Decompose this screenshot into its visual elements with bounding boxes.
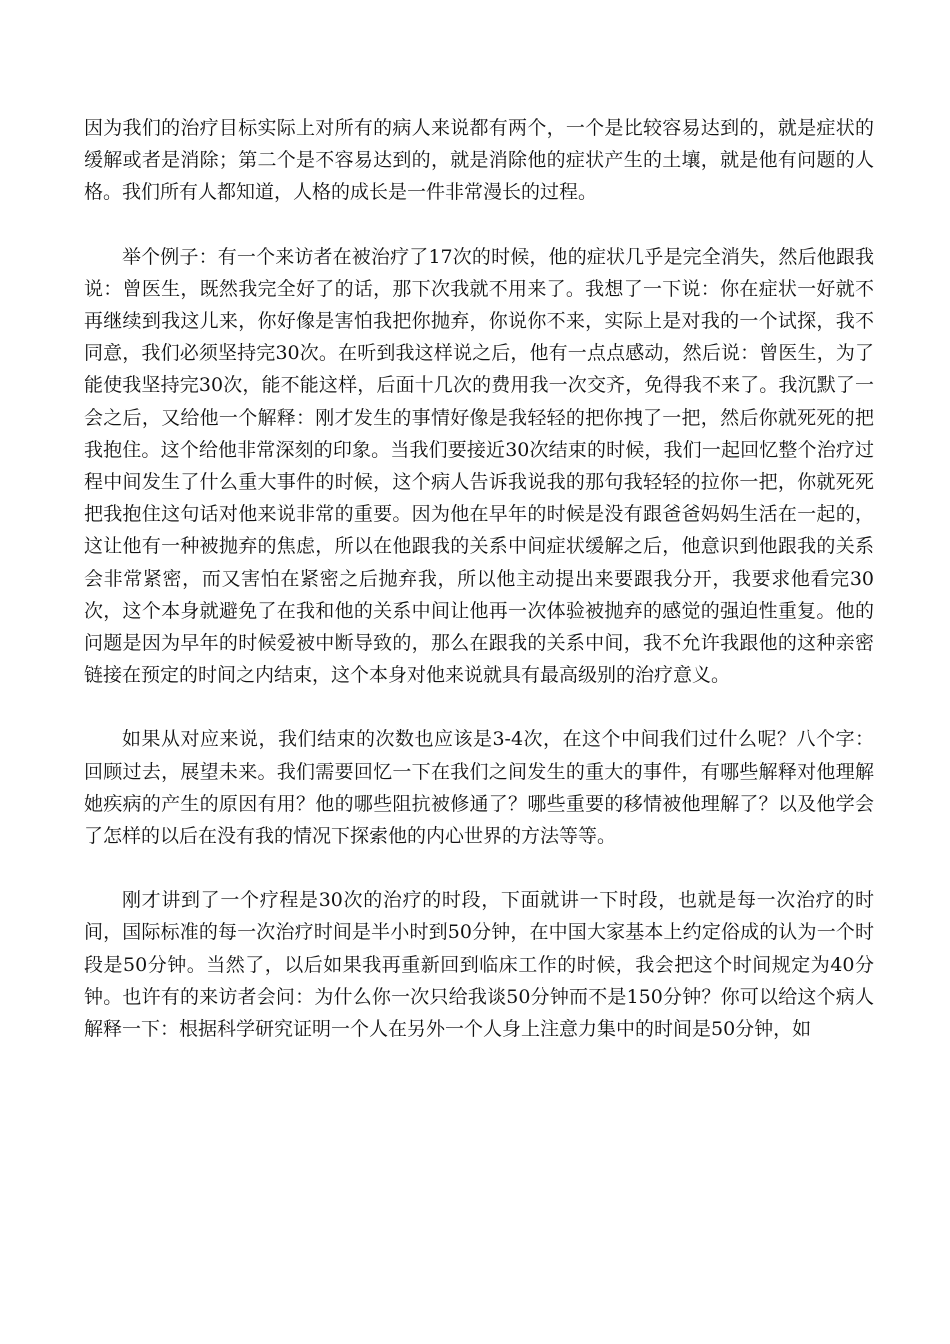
paragraph-treatment-goals: 因为我们的治疗目标实际上对所有的病人来说都有两个，一个是比较容易达到的，就是症状的缓解或者是消除；第二个是不容易达到的，就是消除他的症状产生的土壤，就是他有问题的人格。我们所有人都知道，人格的成长是一件非常漫长的过程。 xyxy=(84,117,874,204)
document-body xyxy=(84,112,874,1077)
paragraph-session-length: 刚才讲到了一个疗程是30次的治疗的时段，下面就讲一下时段，也就是每一次治疗的时间，国际标准的每一次治疗时间是半小时到50分钟，在中国大家基本上约定俗成的认为一个时段是50分钟。当然了，以后如果我再重新回到临床工作的时候，我会把这个时间规定为40分钟。也许有的来访者会问：为什么你一次只给我谈50分钟而不是150分钟？你可以给这个病人解释一下：根据科学研究证明一个人在另外一个人身上注意力集中的时间是50分钟，如 xyxy=(84,889,874,1041)
paragraph-case-example: 举个例子：有一个来访者在被治疗了17次的时候，他的症状几乎是完全消失，然后他跟我说：曾医生，既然我完全好了的话，那下次我就不用来了。我想了一下说：你在症状一好就不再继续到我这儿来，你好像是害怕我把你抛弃，你说你不来，实际上是对我的一个试探，我不同意，我们必须坚持完30次。在听到我这样说之后，他有一点点感动，然后说：曾医生，为了能使我坚持完30次，能不能这样，后面十几次的费用我一次交齐，免得我不来了。我沉默了一会之后，又给他一个解释：刚才发生的事情好像是我轻轻的把你拽了一把，然后你就死死的把我抱住。这个给他非常深刻的印象。当我们要接近30次结束的时候，我们一起回忆整个治疗过程中间发生了什么重大事件的时候，这个病人告诉我说我的那句我轻轻的拉你一把，你就死死把我抱住这句话对他来说非常的重要。因为他在早年的时候是没有跟爸爸妈妈生活在一起的，这让他有一种被抛弃的焦虑，所以在他跟我的关系中间症状缓解之后，他意识到他跟我的关系会非常紧密，而又害怕在紧密之后抛弃我，所以他主动提出来要跟我分开，我要求他看完30次，这个本身就避免了在我和他的关系中间让他再一次体验被抛弃的感觉的强迫性重复。他的问题是因为早年的时候爱被中断导致的，那么在跟我的关系中间，我不允许我跟他的这种亲密链接在预定的时间之内结束，这个本身对他来说就具有最高级别的治疗意义。 xyxy=(84,245,874,687)
paragraph-ending-sessions: 如果从对应来说，我们结束的次数也应该是3-4次，在这个中间我们过什么呢？八个字：回顾过去，展望未来。我们需要回忆一下在我们之间发生的重大的事件，有哪些解释对他理解她疾病的产生的原因有用？他的哪些阻抗被修通了？哪些重要的移情被他理解了？以及他学会了怎样的以后在没有我的情况下探索他的内心世界的方法等等。 xyxy=(84,728,874,848)
